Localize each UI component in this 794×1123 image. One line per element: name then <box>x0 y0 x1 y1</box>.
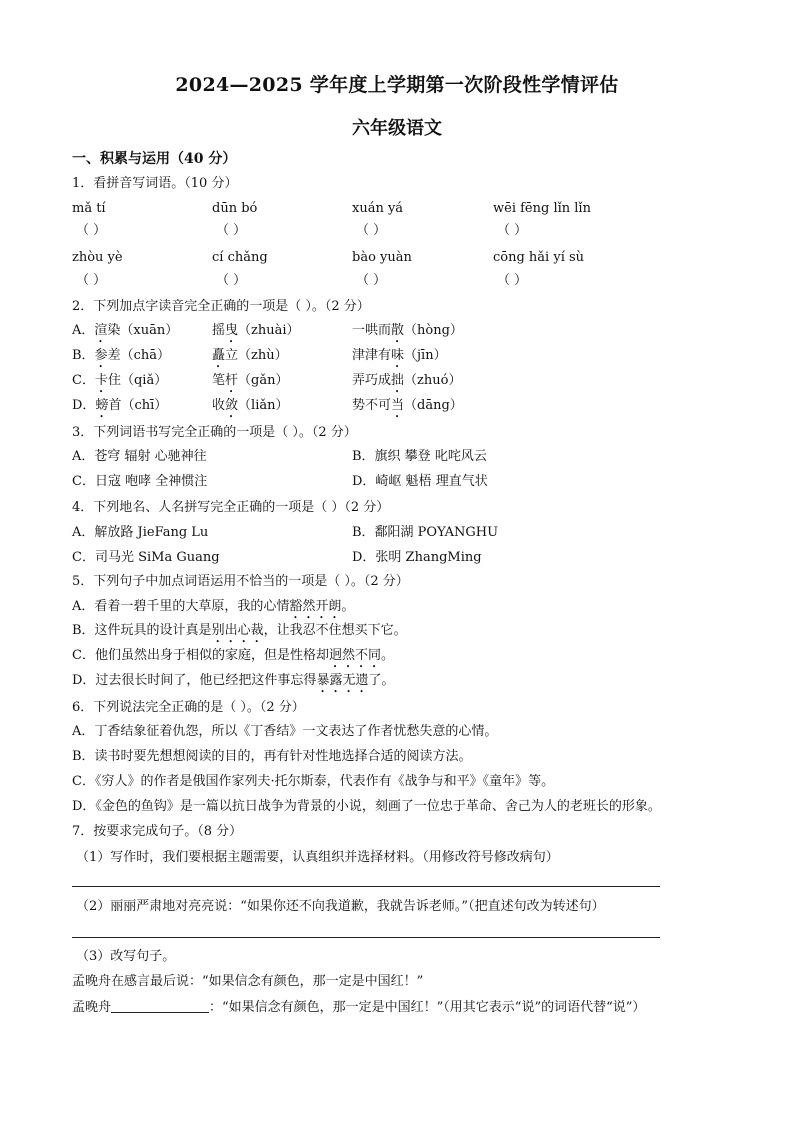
pinyin-7: bào yuàn <box>352 250 412 265</box>
q2-option-c-1: C．卡住（qiǎ） <box>72 373 168 388</box>
answer-box[interactable]: （ ） <box>497 223 528 238</box>
q3-option-a: A．苍穹 辐射 心驰神往 <box>72 449 207 464</box>
answer-box[interactable]: （ ） <box>76 223 107 238</box>
q6-stem: 6．下列说法完全正确的是（ ）。（2 分） <box>72 700 305 715</box>
pinyin-6: cí chǎng <box>212 250 268 265</box>
fill-blank[interactable] <box>111 998 209 1013</box>
answer-line[interactable] <box>72 937 660 938</box>
q6-option-d: D．《金色的鱼钩》是一篇以抗日战争为背景的小说，刻画了一位忠于革命、舍己为人的老班长的形象。 <box>72 799 661 814</box>
q5-option-c: C．他们虽然出身于相似的家庭，但是性格却迥然不同。 <box>72 648 394 663</box>
q2-option-d-2: 收敛（liǎn） <box>212 398 289 413</box>
pinyin-2: dūn bó <box>212 201 258 216</box>
answer-box[interactable]: （ ） <box>216 223 247 238</box>
q5-stem: 5．下列句子中加点词语运用不恰当的一项是（ ）。（2 分） <box>72 574 409 589</box>
q2-option-c-3: 弄巧成拙（zhuó） <box>352 373 462 388</box>
pinyin-4: wēi fēng lǐn lǐn <box>493 201 591 216</box>
q2-option-d-3: 势不可当（dāng） <box>352 398 463 413</box>
q4-option-c: C．司马光 SiMa Guang <box>72 550 220 565</box>
q6-option-c: C．《穷人》的作者是俄国作家列夫·托尔斯泰，代表作有《战争与和平》《童年》等。 <box>72 774 555 789</box>
exam-subject: 六年级语文 <box>352 118 442 139</box>
section-heading: 一、积累与运用（40 分） <box>72 151 237 167</box>
q5-option-a: A．看着一碧千里的大草原，我的心情豁然开朗。 <box>72 599 355 614</box>
q2-option-a-2: 摇曳（zhuài） <box>212 323 300 338</box>
q2-option-a-1: A．渲染（xuān） <box>72 323 179 338</box>
q4-option-b: B．鄱阳湖 POYANGHU <box>352 525 499 540</box>
answer-box[interactable]: （ ） <box>76 273 107 288</box>
q2-option-b-1: B．参差（chā） <box>72 348 170 363</box>
q1-stem: 1．看拼音写词语。（10 分） <box>72 176 238 191</box>
exam-title: 2024—2025 学年度上学期第一次阶段性学情评估 <box>175 74 619 96</box>
answer-box[interactable]: （ ） <box>356 273 387 288</box>
q2-option-b-3: 津津有味（jīn） <box>352 348 447 363</box>
q4-option-d: D．张明 ZhangMing <box>352 550 482 565</box>
q6-option-b: B．读书时要先想想阅读的目的，再有针对性地选择合适的阅读方法。 <box>72 749 472 764</box>
q2-option-d-1: D．螃首（chī） <box>72 398 168 413</box>
pinyin-3: xuán yá <box>352 201 404 216</box>
q7-part-1: （1）写作时，我们要根据主题需要，认真组织并选择材料。（用修改符号修改病句） <box>76 850 559 865</box>
q3-option-b: B．旗织 攀登 叱咤风云 <box>352 449 487 464</box>
answer-box[interactable]: （ ） <box>356 223 387 238</box>
q5-option-b: B．这件玩具的设计真是别出心裁，让我忍不住想买下它。 <box>72 623 407 638</box>
q2-option-b-2: 矗立（zhù） <box>212 348 288 363</box>
answer-box[interactable]: （ ） <box>216 273 247 288</box>
answer-box[interactable]: （ ） <box>497 273 528 288</box>
q5-option-d: D．过去很长时间了，他已经把这件事忘得暴露无遗了。 <box>72 673 395 688</box>
pinyin-1: mǎ tí <box>72 201 106 216</box>
pinyin-5: zhòu yè <box>72 250 123 265</box>
q4-option-a: A．解放路 JieFang Lu <box>72 525 209 540</box>
pinyin-8: cōng hǎi yí sù <box>493 250 585 265</box>
answer-line[interactable] <box>72 886 660 887</box>
q3-stem: 3．下列词语书写完全正确的一项是（ ）。（2 分） <box>72 425 357 440</box>
q7-part-3-sentence: 孟晚舟在感言最后说：“如果信念有颜色，那一定是中国红！” <box>72 974 424 989</box>
q3-option-d: D．崎岖 魁梧 理直气状 <box>352 474 488 489</box>
q7-stem: 7．按要求完成句子。（8 分） <box>72 824 243 839</box>
q4-stem: 4．下列地名、人名拼写完全正确的一项是（ ）（2 分） <box>72 500 390 515</box>
q2-option-a-3: 一哄而散（hòng） <box>352 323 463 338</box>
q7-part-3-rewrite: 孟晚舟 ：“如果信念有颜色，那一定是中国红！”（用其它表示“说”的词语代替“说”） <box>72 1000 646 1015</box>
q7-part-3: （3）改写句子。 <box>76 949 176 964</box>
q7-part-2: （2）丽丽严肃地对亮亮说：“如果你还不向我道歉，我就告诉老师。”（把直述句改为转述句） <box>76 899 605 914</box>
q2-stem: 2．下列加点字读音完全正确的一项是（ ）。（2 分） <box>72 299 370 314</box>
q3-option-c: C．日寇 咆哮 全神惯注 <box>72 474 208 489</box>
q2-option-c-2: 笔杆（gǎn） <box>212 373 289 388</box>
q6-option-a: A．丁香结象征着仇怨，所以《丁香结》一文表达了作者忧愁失意的心情。 <box>72 724 498 739</box>
